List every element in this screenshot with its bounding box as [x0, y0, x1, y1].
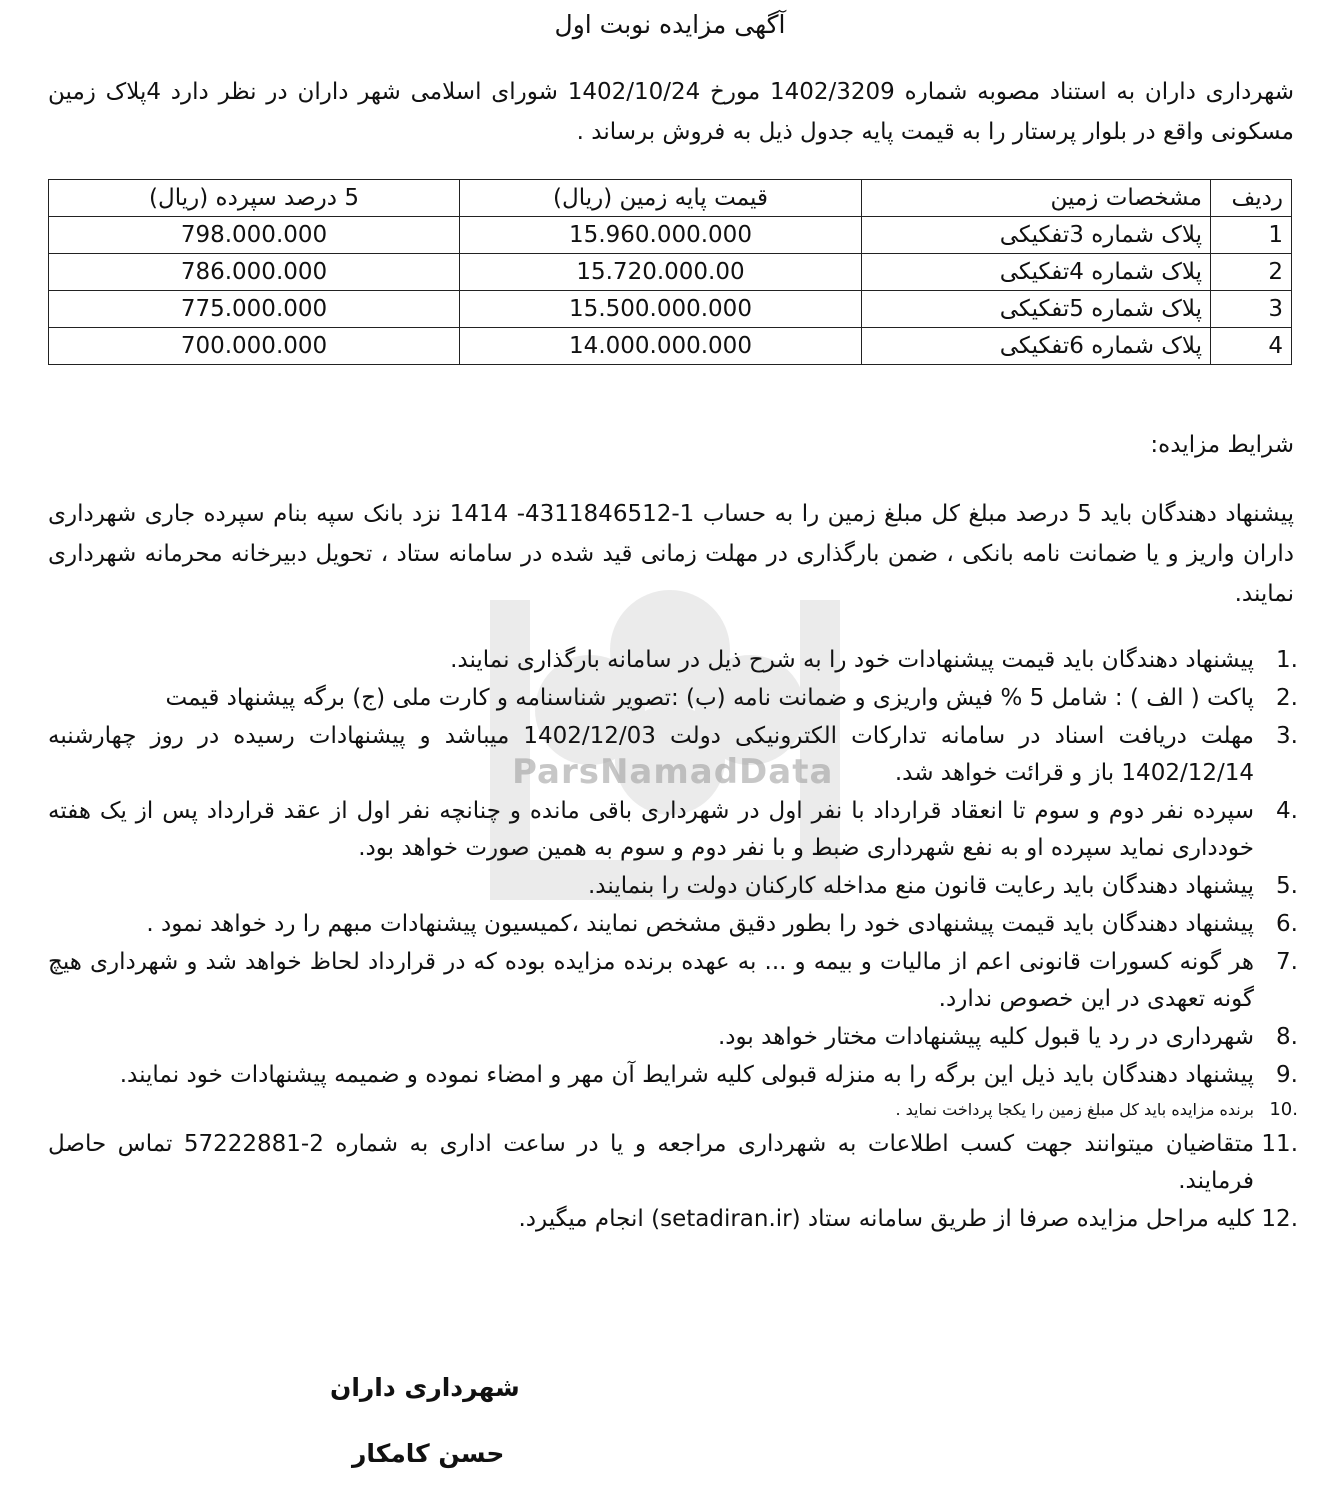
cell-base-price: 15.500.000.000 [460, 291, 862, 328]
list-item [48, 793, 1298, 867]
list-item-number: 1. [1276, 647, 1298, 673]
list-item-number: 6. [1276, 911, 1298, 937]
notice-title: آگهی مزایده نوبت اول [554, 10, 786, 39]
cell-row-number: 3 [1211, 291, 1292, 328]
list-item-number: 9. [1276, 1062, 1298, 1088]
list-item-text: سپرده نفر دوم و سوم تا انعقاد قرارداد با نفر اول در شهرداری باقی مانده و چنانچه نفر اول از عقد قرارداد پس از یک هفته خودداری نماید سپرده او به نفع شهرداری ضبط و با نفر دوم و سوم به همین صورت خواهد بود. [48, 798, 1254, 861]
list-item-number: 3. [1276, 723, 1298, 749]
table-header-row [49, 180, 1292, 217]
terms-heading: شرایط مزایده: [1150, 432, 1294, 458]
list-item-number: 2. [1276, 685, 1298, 711]
cell-base-price: 14.000.000.000 [460, 328, 862, 365]
list-item [48, 642, 1298, 679]
list-item [48, 1201, 1298, 1238]
list-item-text: هر گونه کسورات قانونی اعم از مالیات و بیمه و ... به عهده برنده مزایده بوده که در قرارداد لحاظ خواهد شد و شهرداری هیچ گونه تعهدی در این خصوص ندارد. [48, 949, 1254, 1012]
signature-name: حسن کامکار [352, 1439, 505, 1468]
table-row [49, 328, 1292, 365]
cell-land-spec: پلاک شماره 6تفکیکی [862, 328, 1211, 365]
list-item-text: مهلت دریافت اسناد در سامانه تدارکات الکترونیکی دولت 1402/12/03 میباشد و پیشنهادات رسیده در روز چهارشنبه 1402/12/14 باز و قرائت خواهد شد. [48, 723, 1255, 786]
conditions-list [48, 642, 1298, 1239]
list-item [48, 1095, 1298, 1125]
header-row-number: ردیف [1211, 180, 1292, 217]
cell-base-price: 15.960.000.000 [460, 217, 862, 254]
cell-row-number: 2 [1211, 254, 1292, 291]
list-item-text: پیشنهاد دهندگان باید قیمت پیشنهادی خود را بطور دقیق مشخص نمایند ،کمیسیون پیشنهادات مبهم را رد خواهد نمود . [146, 911, 1254, 937]
list-item-text: پیشنهاد دهندگان باید ذیل این برگه را به منزله قبولی کلیه شرایط آن مهر و امضاء نموده و ضمیمه پیشنهادات خود نمایند. [119, 1062, 1254, 1088]
list-item [48, 1019, 1298, 1056]
list-item [48, 868, 1298, 905]
list-item-text: پاکت ( الف ) : شامل 5 % فیش واریزی و ضمانت نامه (ب) :تصویر شناسنامه و کارت ملی (ج) برگه پیشنهاد قیمت [165, 685, 1254, 711]
list-item-number: 11. [1261, 1131, 1298, 1157]
table-row [49, 254, 1292, 291]
cell-deposit: 700.000.000 [49, 328, 460, 365]
list-item [48, 1057, 1298, 1094]
header-land-spec: مشخصات زمین [862, 180, 1211, 217]
cell-land-spec: پلاک شماره 4تفکیکی [862, 254, 1211, 291]
header-deposit: 5 درصد سپرده (ریال) [49, 180, 460, 217]
list-item [48, 1126, 1298, 1200]
table-row [49, 217, 1292, 254]
list-item [48, 906, 1298, 943]
list-item [48, 944, 1298, 1018]
list-item-text: پیشنهاد دهندگان باید رعایت قانون منع مداخله کارکنان دولت را بنمایند. [588, 873, 1254, 899]
list-item-number: 8. [1276, 1024, 1298, 1050]
land-price-table [48, 179, 1292, 365]
cell-land-spec: پلاک شماره 3تفکیکی [862, 217, 1211, 254]
list-item-text: پیشنهاد دهندگان باید قیمت پیشنهادات خود را به شرح ذیل در سامانه بارگذاری نمایند. [450, 647, 1254, 673]
terms-paragraph: پیشنهاد دهندگان باید 5 درصد مبلغ کل مبلغ زمین را به حساب 1-4311846512- 1414 نزد بانک سپه بنام سپرده جاری شهرداری داران واریز و یا ضمانت نامه بانکی ، ضمن بارگذاری در مهلت زمانی قید شده در سامانه ستاد ، تحویل دبیرخانه محرمانه شهرداری نمایند. [48, 501, 1294, 607]
list-item-text: کلیه مراحل مزایده صرفا از طریق سامانه ستاد (setadiran.ir) انجام میگیرد. [518, 1206, 1254, 1232]
list-item-text: شهرداری در رد یا قبول کلیه پیشنهادات مختار خواهد بود. [717, 1024, 1254, 1050]
header-base-price: قیمت پایه زمین (ریال) [460, 180, 862, 217]
list-item [48, 680, 1298, 717]
cell-land-spec: پلاک شماره 5تفکیکی [862, 291, 1211, 328]
cell-deposit: 775.000.000 [49, 291, 460, 328]
list-item-text: متقاضیان میتوانند جهت کسب اطلاعات به شهرداری مراجعه و یا در ساعت اداری به شماره 2-57222881 تماس حاصل فرمایند. [48, 1131, 1255, 1194]
watermark-text: ParsNamadData [512, 752, 834, 792]
table-row [49, 291, 1292, 328]
list-item-number: 7. [1276, 949, 1298, 975]
list-item-number: 12. [1261, 1206, 1298, 1232]
cell-deposit: 786.000.000 [49, 254, 460, 291]
cell-row-number: 1 [1211, 217, 1292, 254]
intro-paragraph: شهرداری داران به استناد مصوبه شماره 1402/3209 مورخ 1402/10/24 شورای اسلامی شهر داران در نظر دارد 4پلاک زمین مسکونی واقع در بلوار پرستار را به قیمت پایه جدول ذیل به فروش برساند . [48, 79, 1294, 145]
list-item [48, 718, 1298, 792]
cell-deposit: 798.000.000 [49, 217, 460, 254]
list-item-number: 5. [1276, 873, 1298, 899]
cell-base-price: 15.720.000.00 [460, 254, 862, 291]
list-item-number: 4. [1276, 798, 1298, 824]
list-item-number: 10. [1269, 1099, 1298, 1120]
list-item-text: برنده مزایده باید کل مبلغ زمین را یکجا پرداخت نماید . [895, 1100, 1254, 1119]
cell-row-number: 4 [1211, 328, 1292, 365]
signature-organization: شهرداری داران [330, 1373, 520, 1402]
